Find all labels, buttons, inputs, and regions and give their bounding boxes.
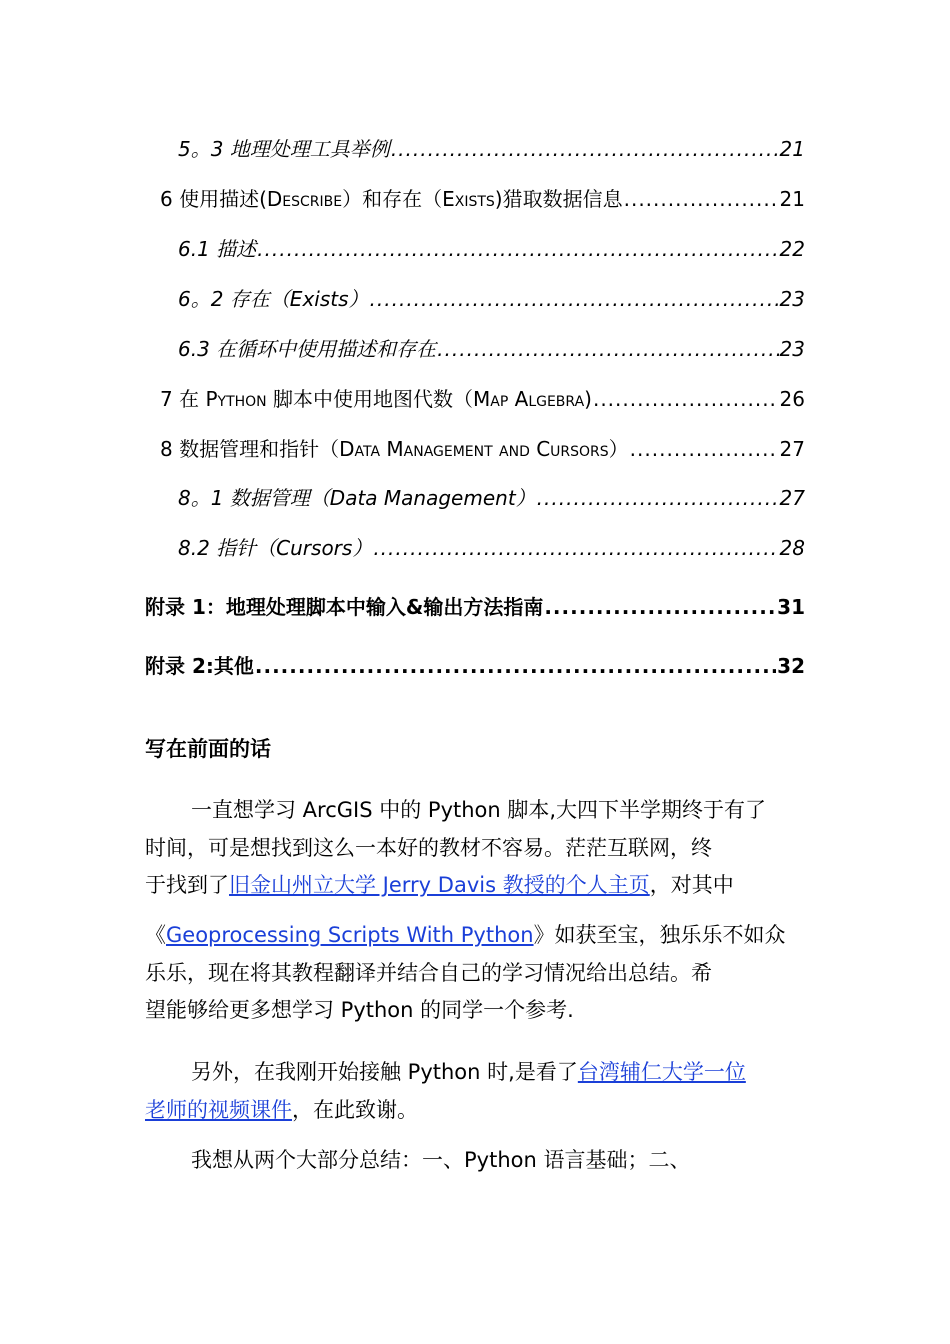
toc-entry-6[interactable] bbox=[160, 186, 805, 212]
paragraph-text: ，对其中 bbox=[649, 873, 734, 897]
toc-entry-8-2[interactable] bbox=[178, 535, 805, 561]
fu-jen-video-link-continued[interactable]: 老师的视频课件 bbox=[145, 1098, 292, 1122]
toc-page-number: 21 bbox=[779, 137, 805, 161]
toc-entry-7[interactable] bbox=[160, 386, 805, 412]
toc-entry-title: 8.2 指针（Cursors） bbox=[178, 536, 373, 560]
section-heading: 写在前面的话 bbox=[145, 737, 271, 761]
toc-leader bbox=[624, 186, 779, 212]
toc-title-part: Describe bbox=[266, 187, 343, 211]
paragraph-text: ，在此致谢。 bbox=[292, 1098, 418, 1122]
toc-leader bbox=[255, 653, 776, 679]
toc-title-part: Python bbox=[205, 387, 267, 411]
toc-page-number: 26 bbox=[779, 387, 805, 411]
toc-page-number: 27 bbox=[779, 486, 805, 510]
toc-entry-title bbox=[160, 436, 629, 462]
paragraph-line: 时间，可是想找到这么一本好的教材不容易。茫茫互联网，终 bbox=[145, 836, 712, 860]
toc-title-part: 脚本中使用地图代数（ bbox=[266, 387, 473, 411]
toc-title-part: Data Management and Cursors bbox=[339, 437, 609, 461]
paragraph-line bbox=[145, 1096, 418, 1124]
toc-page-number: 23 bbox=[779, 337, 805, 361]
toc-title-part: Exists bbox=[442, 187, 495, 211]
paragraph-text: 》如获至宝，独乐乐不如众 bbox=[533, 923, 786, 947]
toc-title-part: Map Algebra bbox=[473, 387, 585, 411]
paragraph-line bbox=[191, 1058, 746, 1086]
toc-page-number: 32 bbox=[777, 654, 805, 678]
toc-title-part: 6 使用描述( bbox=[160, 187, 267, 211]
toc-page-number: 31 bbox=[777, 595, 805, 619]
paragraph-line: 乐乐，现在将其教程翻译并结合自己的学习情况给出总结。希 bbox=[145, 961, 712, 985]
toc-entry-title bbox=[160, 386, 592, 412]
toc-leader bbox=[391, 136, 779, 162]
fu-jen-video-link[interactable]: 台湾辅仁大学一位 bbox=[577, 1060, 746, 1084]
toc-entry-title: 8。1 数据管理（Data Management） bbox=[178, 486, 536, 510]
toc-entry-appendix-2[interactable] bbox=[145, 653, 805, 679]
toc-entry-title: 附录 1：地理处理脚本中输入&输出方法指南 bbox=[145, 595, 544, 619]
toc-entry-5-3[interactable] bbox=[178, 136, 805, 162]
toc-leader bbox=[537, 485, 779, 511]
toc-entry-title: 6。2 存在（Exists） bbox=[178, 287, 369, 311]
toc-leader bbox=[257, 236, 778, 262]
toc-entry-title bbox=[160, 186, 623, 212]
paragraph-text: 于找到了 bbox=[145, 873, 229, 897]
toc-entry-8-1[interactable] bbox=[178, 485, 805, 511]
toc-leader bbox=[373, 535, 778, 561]
toc-title-part: ) bbox=[584, 387, 592, 411]
toc-title-part: ） bbox=[608, 437, 629, 461]
toc-page-number: 27 bbox=[779, 437, 805, 461]
toc-page-number: 22 bbox=[779, 237, 805, 261]
toc-entry-title: 6.1 描述 bbox=[178, 237, 257, 261]
toc-entry-title: 5。3 地理处理工具举例 bbox=[178, 137, 390, 161]
paragraph-line bbox=[145, 921, 786, 949]
toc-entry-title: 附录 2:其他 bbox=[145, 654, 254, 678]
toc-leader bbox=[437, 336, 778, 362]
toc-page-number: 21 bbox=[779, 187, 805, 211]
toc-title-part: )猎取数据信息 bbox=[494, 187, 623, 211]
toc-entry-title: 6.3 在循环中使用描述和存在 bbox=[178, 337, 437, 361]
toc-leader bbox=[370, 286, 779, 312]
paragraph-text: 《 bbox=[145, 923, 166, 947]
toc-title-part: ）和存在（ bbox=[342, 187, 443, 211]
paragraph-text: 另外，在我刚开始接触 Python 时,是看了 bbox=[191, 1060, 578, 1084]
paragraph-line: 望能够给更多想学习 Python 的同学一个参考. bbox=[145, 998, 574, 1022]
toc-title-part: 7 在 bbox=[160, 387, 206, 411]
geoprocessing-scripts-link[interactable]: Geoprocessing Scripts With Python bbox=[166, 923, 534, 947]
toc-entry-6-3[interactable] bbox=[178, 336, 805, 362]
paragraph-line: 一直想学习 ArcGIS 中的 Python 脚本,大四下半学期终于有了 bbox=[191, 798, 767, 822]
toc-entry-appendix-1[interactable] bbox=[145, 594, 805, 620]
paragraph-line: 我想从两个大部分总结：一、Python 语言基础；二、 bbox=[191, 1148, 691, 1172]
toc-entry-6-2[interactable] bbox=[178, 286, 805, 312]
jerry-davis-homepage-link[interactable]: 旧金山州立大学 Jerry Davis 教授的个人主页 bbox=[229, 873, 650, 897]
paragraph-line bbox=[145, 871, 734, 899]
toc-entry-8[interactable] bbox=[160, 436, 805, 462]
toc-entry-6-1[interactable] bbox=[178, 236, 805, 262]
toc-leader bbox=[544, 594, 776, 620]
toc-leader bbox=[593, 386, 779, 412]
toc-page-number: 23 bbox=[779, 287, 805, 311]
toc-leader bbox=[630, 436, 779, 462]
toc-title-part: 8 数据管理和指针（ bbox=[160, 437, 340, 461]
toc-page-number: 28 bbox=[779, 536, 805, 560]
